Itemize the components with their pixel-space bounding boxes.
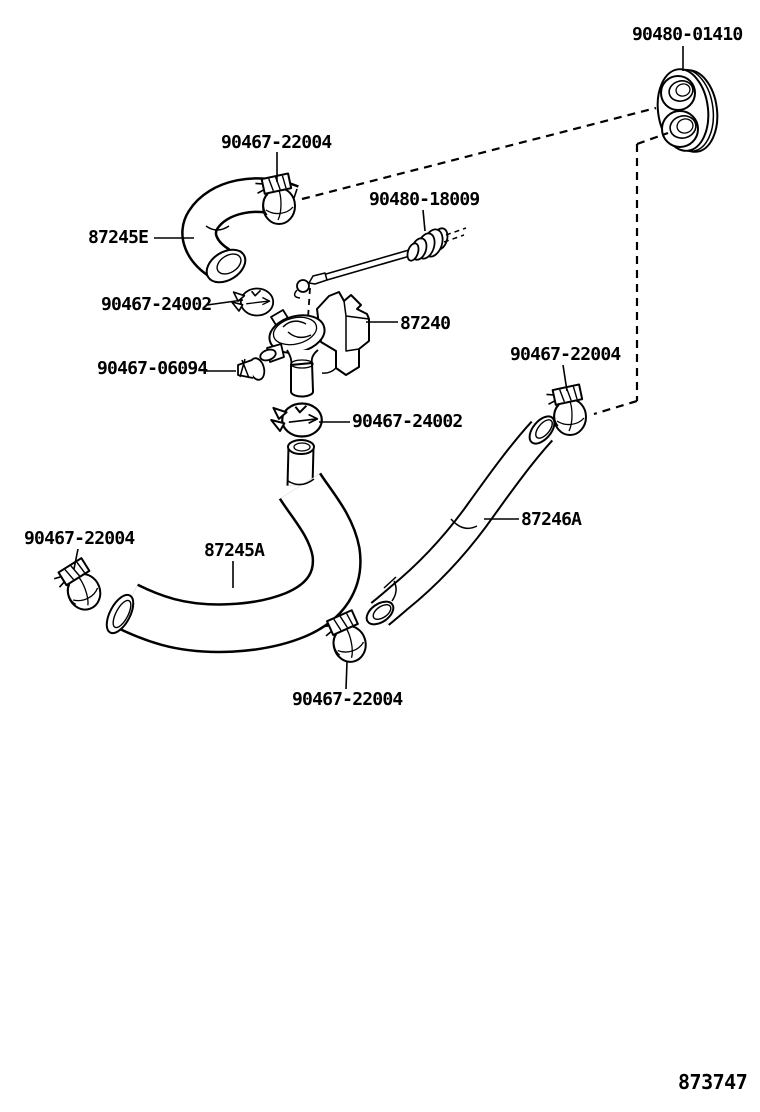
spring-clamp-upper — [232, 289, 273, 316]
part-label-hose-87245a: 87245A — [204, 540, 265, 561]
part-label-hose-87245e: 87245E — [88, 227, 149, 248]
part-label-clip: 90467-06094 — [97, 358, 208, 379]
control-cable-drawing — [295, 226, 466, 298]
part-label-control-cable: 90480-18009 — [369, 189, 480, 210]
part-label-grommet: 90480-01410 — [632, 24, 743, 45]
hose-87245a-drawing — [101, 440, 336, 637]
grommet-drawing — [653, 66, 722, 154]
figure-number: 873747 — [678, 1070, 748, 1094]
part-label-spring-clamp-upper: 90467-24002 — [101, 294, 212, 315]
part-label-heater-valve: 87240 — [400, 313, 451, 334]
spring-clamp-lower — [271, 404, 322, 437]
worm-clamp-left — [50, 556, 105, 617]
part-label-clamp-top: 90467-22004 — [221, 132, 332, 153]
part-label-clamp-bottom: 90467-22004 — [292, 689, 403, 710]
part-label-clamp-left: 90467-22004 — [24, 528, 135, 549]
part-label-spring-clamp-lower: 90467-24002 — [352, 411, 463, 432]
part-label-hose-87246a: 87246A — [521, 509, 582, 530]
heater-valve-drawing — [259, 292, 369, 397]
part-label-clamp-right: 90467-22004 — [510, 344, 621, 365]
